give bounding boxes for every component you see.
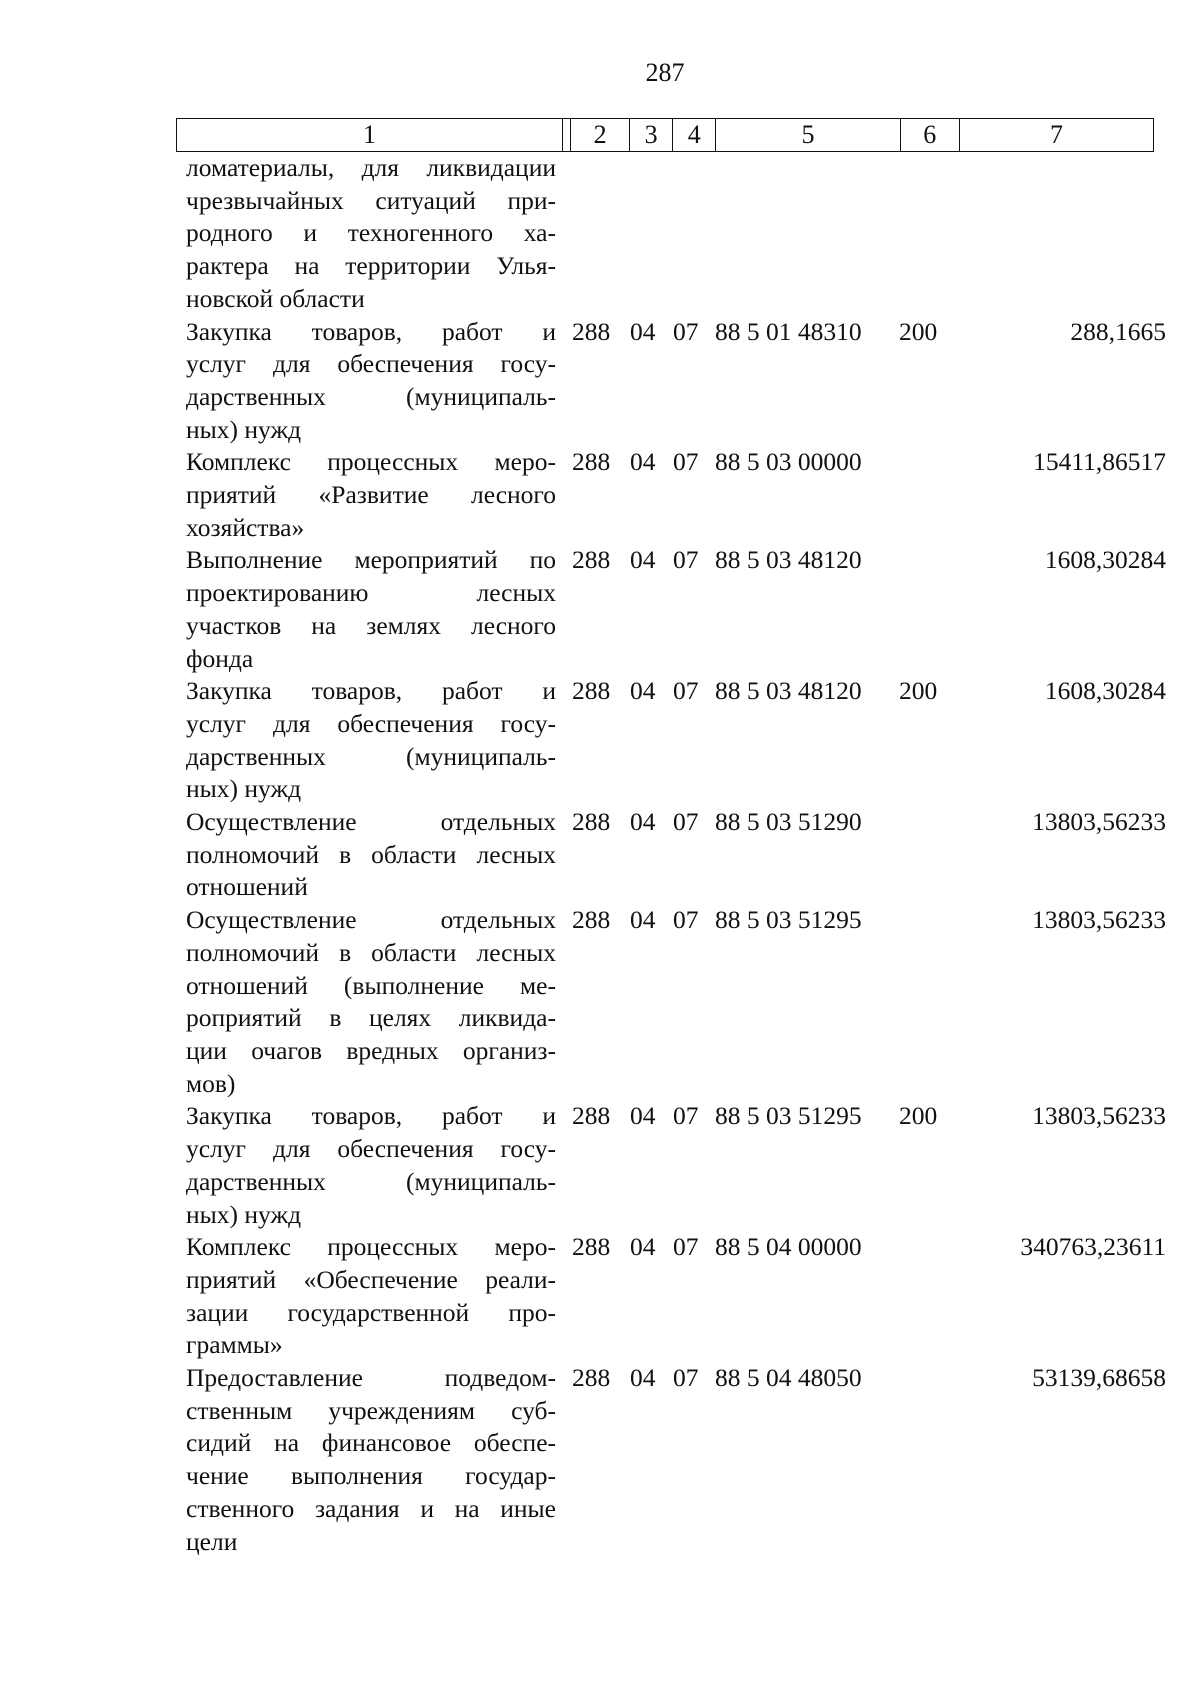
description-line: Закупка товаров, работ и [186,1101,556,1131]
amount: 13803,56233 [1032,1101,1166,1131]
admin-code: 288 [572,316,611,346]
budget-table-body [186,152,1166,1558]
row-description [186,446,556,544]
subsection-code: 07 [673,1101,699,1131]
row-description [186,806,556,904]
subsection-code: 07 [673,447,699,477]
expense-type-code: 200 [899,1101,938,1131]
subsection-code: 07 [673,1232,699,1262]
subsection-code: 07 [673,316,699,346]
description-line: приятий «Обеспечение реали- [186,1264,556,1294]
subsection-code: 07 [673,545,699,575]
description-line: рактера на территории Улья- [186,251,556,281]
description-line: родного и техногенного ха- [186,218,556,248]
description-line: цели [186,1526,238,1556]
section-code: 04 [630,676,656,706]
header-col-1: 1 [177,119,563,151]
page-number: 287 [645,58,685,87]
section-code: 04 [630,447,656,477]
target-article-code: 88 5 03 51295 [715,1101,862,1131]
admin-code: 288 [572,1232,611,1262]
header-col-6: 6 [901,119,960,151]
table-row [186,675,1166,806]
subsection-code: 07 [673,1363,699,1393]
section-code: 04 [630,1101,656,1131]
section-code: 04 [630,1232,656,1262]
expense-type-code: 200 [899,676,938,706]
table-row [186,1100,1166,1231]
row-description [186,904,556,1100]
target-article-code: 88 5 03 48120 [715,545,862,575]
description-line: ственным учреждениям суб- [186,1395,556,1425]
description-line: дарственных (муниципаль- [186,1166,556,1196]
description-line: полномочий в области лесных [186,937,556,967]
section-code: 04 [630,807,656,837]
amount: 1608,30284 [1044,676,1166,706]
description-line: Закупка товаров, работ и [186,676,556,706]
description-line: граммы» [186,1330,283,1360]
amount: 13803,56233 [1032,807,1166,837]
description-line: приятий «Развитие лесного [186,480,556,510]
description-line: Осуществление отдельных [186,905,556,935]
row-description [186,1231,556,1362]
section-code: 04 [630,1363,656,1393]
admin-code: 288 [572,1101,611,1131]
description-line: ных) нужд [186,1199,302,1229]
header-col-7: 7 [1049,120,1063,149]
description-line: Предоставление подведом- [186,1363,556,1393]
amount: 15411,86517 [1033,447,1166,477]
header-col-2: 2 [571,119,630,151]
description-line: полномочий в области лесных [186,839,556,869]
expense-type-code: 200 [899,316,938,346]
header-col-5: 5 [716,119,900,151]
subsection-code: 07 [673,905,699,935]
description-line: проектированию лесных [186,578,556,608]
description-line: ственного задания и на иные [186,1493,556,1523]
section-code: 04 [630,905,656,935]
description-line: зации государственной про- [186,1297,556,1327]
description-line: сидий на финансовое обеспе- [186,1428,556,1458]
target-article-code: 88 5 04 48050 [715,1363,862,1393]
table-row [186,152,1166,316]
amount: 288,1665 [1070,316,1166,346]
description-line: ции очагов вредных организ- [186,1035,556,1065]
description-line: Осуществление отдельных [186,807,556,837]
table-row [186,1231,1166,1362]
admin-code: 288 [572,676,611,706]
row-description [186,1100,556,1231]
description-line: хозяйства» [186,512,305,542]
description-line: мов) [186,1068,236,1098]
table-row [186,1362,1166,1558]
admin-code: 288 [572,545,611,575]
description-line: ных) нужд [186,414,302,444]
row-description [186,152,556,316]
description-line: участков на землях лесного [186,610,556,640]
amount: 53139,68658 [1032,1363,1166,1393]
admin-code: 288 [572,905,611,935]
target-article-code: 88 5 04 00000 [715,1232,862,1262]
section-code: 04 [630,545,656,575]
header-col-4: 4 [673,119,717,151]
row-description [186,1362,556,1558]
target-article-code: 88 5 03 51295 [715,905,862,935]
section-code: 04 [630,316,656,346]
description-line: чение выполнения государ- [186,1461,556,1491]
target-article-code: 88 5 03 51290 [715,807,862,837]
subsection-code: 07 [673,807,699,837]
header-col-3: 3 [630,119,673,151]
description-line: новской области [186,283,365,313]
table-row [186,806,1166,904]
column-header-table [176,118,1154,152]
table-row [186,446,1166,544]
subsection-code: 07 [673,676,699,706]
table-row [186,316,1166,447]
amount: 340763,23611 [1020,1232,1166,1262]
admin-code: 288 [572,447,611,477]
description-line: роприятий в целях ликвида- [186,1003,556,1033]
amount: 13803,56233 [1032,905,1166,935]
admin-code: 288 [572,807,611,837]
header-gap [563,119,571,151]
description-line: дарственных (муниципаль- [186,381,556,411]
table-row [186,544,1166,675]
row-description [186,675,556,806]
target-article-code: 88 5 03 00000 [715,447,862,477]
description-line: услуг для обеспечения госу- [186,1134,556,1164]
description-line: чрезвычайных ситуаций при- [186,185,556,215]
description-line: Комплекс процессных меро- [186,1232,556,1262]
description-line: ломатериалы, для ликвидации [186,153,556,182]
row-description [186,316,556,447]
target-article-code: 88 5 01 48310 [715,316,862,346]
amount: 1608,30284 [1044,545,1166,575]
description-line: Закупка товаров, работ и [186,316,556,346]
description-line: услуг для обеспечения госу- [186,349,556,379]
description-line: отношений [186,872,308,902]
description-line: дарственных (муниципаль- [186,741,556,771]
admin-code: 288 [572,1363,611,1393]
description-line: Комплекс процессных меро- [186,447,556,477]
description-line: услуг для обеспечения госу- [186,708,556,738]
description-line: отношений (выполнение ме- [186,970,556,1000]
row-description [186,544,556,675]
table-row [186,904,1166,1100]
target-article-code: 88 5 03 48120 [715,676,862,706]
description-line: ных) нужд [186,774,302,804]
description-line: Выполнение мероприятий по [186,545,556,575]
description-line: фонда [186,643,254,673]
